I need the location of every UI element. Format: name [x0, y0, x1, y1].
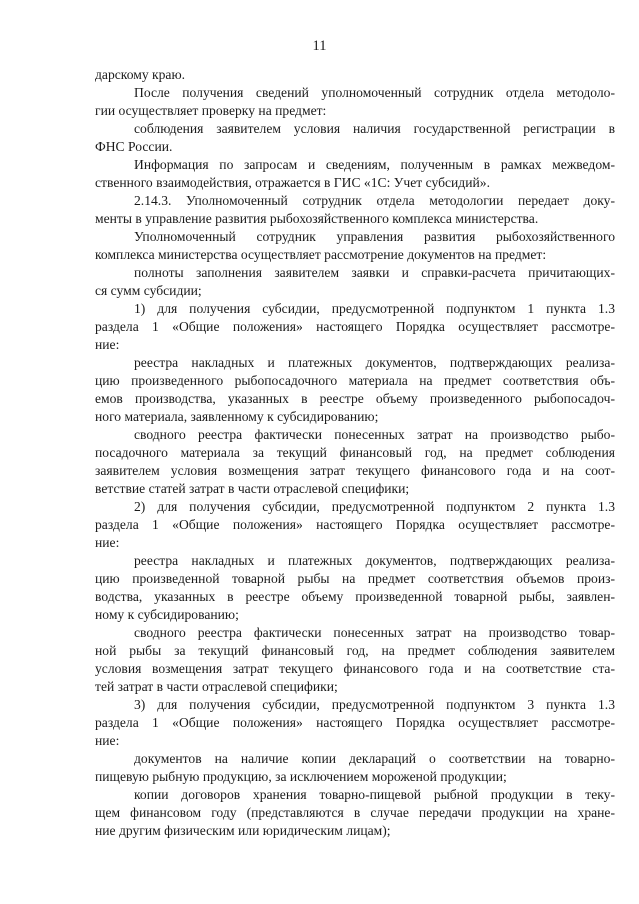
- text-line: тей затрат в части отраслевой специфики;: [95, 679, 338, 694]
- text-line: ние другим физическим или юридическим лицам);: [95, 823, 391, 838]
- text-line: реестра накладных и платежных документов, подтверждающих реализа-: [134, 553, 615, 568]
- text-line: ние:: [95, 337, 120, 352]
- text-line: ного материала, заявленному к субсидированию;: [95, 409, 379, 424]
- text-line: ной рыбы за текущий финансовый год, на предмет соблюдения заявителем: [95, 643, 615, 658]
- text-line: сводного реестра фактически понесенных затрат на производство товар-: [134, 625, 615, 640]
- text-line: Информация по запросам и сведениям, полученным в рамках межведом-: [134, 157, 615, 172]
- text-line: раздела 1 «Общие положения» настоящего Порядка осуществляет рассмотре-: [95, 715, 615, 730]
- text-line: комплекса министерства осуществляет рассмотрение документов на предмет:: [95, 247, 547, 262]
- text-line: полноты заполнения заявителем заявки и справки-расчета причитающих-: [134, 265, 615, 280]
- text-line: щем финансовом году (представляются в случае передачи продукции на хране-: [95, 805, 615, 820]
- text-line: 2.14.3. Уполномоченный сотрудник отдела методологии передает доку-: [134, 193, 615, 208]
- text-line: ние:: [95, 535, 120, 550]
- text-line: емов производства, указанных в реестре объему произведенного рыбопосадоч-: [95, 391, 615, 406]
- text-line: 3) для получения субсидии, предусмотренной подпунктом 3 пункта 1.3: [134, 697, 615, 712]
- text-line: посадочного материала за текущий финансовый год, на предмет соблюдения: [95, 445, 615, 460]
- text-line: цию произведенной товарной рыбы на предмет соответствия объемов произ-: [95, 571, 615, 586]
- text-line: условия возмещения затрат текущего финансового года и на соответствие ста-: [95, 661, 615, 676]
- text-line: документов на наличие копии деклараций о соответствии на товарно-: [134, 751, 615, 766]
- text-line: сводного реестра фактически понесенных затрат на производство рыбо-: [134, 427, 615, 442]
- text-line: соблюдения заявителем условия наличия государственной регистрации в: [134, 121, 615, 136]
- text-line: раздела 1 «Общие положения» настоящего Порядка осуществляет рассмотре-: [95, 319, 615, 334]
- text-line: пищевую рыбную продукцию, за исключением мороженой продукции;: [95, 769, 507, 784]
- text-line: ственного взаимодействия, отражается в ГИС «1С: Учет субсидий».: [95, 175, 490, 190]
- page-number: 11: [312, 38, 327, 54]
- text-line: заявителем условия возмещения затрат текущего финансового года и на соот-: [95, 463, 615, 478]
- text-line: цию произведенного рыбопосадочного материала на предмет соответствия объ-: [95, 373, 615, 388]
- text-line: ся сумм субсидии;: [95, 283, 202, 298]
- text-line: водства, указанных в реестре объему произведенной товарной рыбы, заявлен-: [95, 589, 615, 604]
- text-line: ние:: [95, 733, 120, 748]
- text-line: Уполномоченный сотрудник управления развития рыбохозяйственного: [134, 229, 615, 244]
- text-line: 1) для получения субсидии, предусмотренной подпунктом 1 пункта 1.3: [134, 301, 615, 316]
- text-line: ному к субсидированию;: [95, 607, 239, 622]
- text-line: менты в управление развития рыбохозяйственного комплекса министерства.: [95, 211, 539, 226]
- text-line: раздела 1 «Общие положения» настоящего Порядка осуществляет рассмотре-: [95, 517, 615, 532]
- text-line: ФНС России.: [95, 139, 173, 154]
- document-body: [95, 66, 615, 840]
- text-line: После получения сведений уполномоченный сотрудник отдела методоло-: [134, 85, 615, 100]
- text-line: реестра накладных и платежных документов, подтверждающих реализа-: [134, 355, 615, 370]
- text-line: ветствие статей затрат в части отраслевой специфики;: [95, 481, 410, 496]
- text-line: 2) для получения субсидии, предусмотренной подпунктом 2 пункта 1.3: [134, 499, 615, 514]
- text-line: копии договоров хранения товарно-пищевой рыбной продукции в теку-: [134, 787, 615, 802]
- text-line: дарскому краю.: [95, 67, 186, 82]
- text-line: гии осуществляет проверку на предмет:: [95, 103, 327, 118]
